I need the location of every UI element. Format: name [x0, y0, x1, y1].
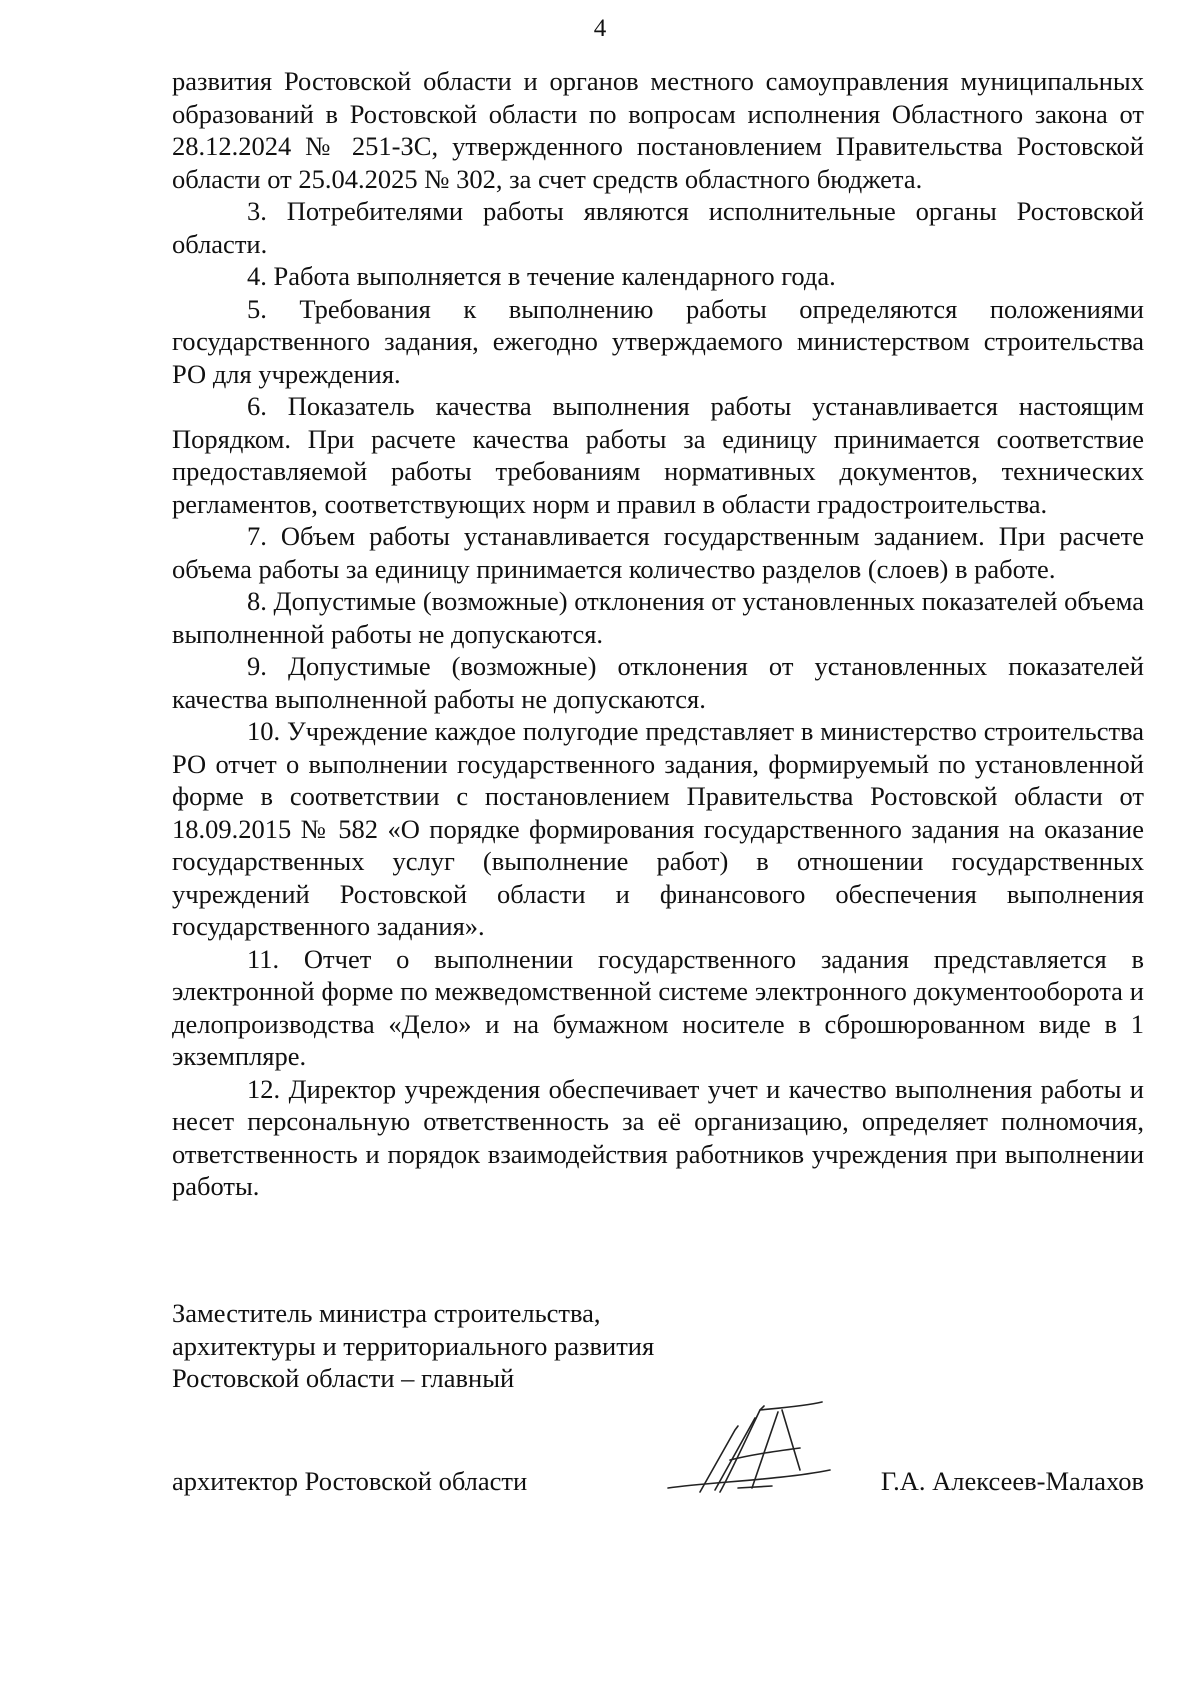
- signature-title-line: Ростовской области – главный: [172, 1363, 515, 1393]
- paragraph-item-6: 6. Показатель качества выполнения работы устанавливается настоящим Порядком. При расчете качества работы за единицу принимается соответствие предоставляемой работы требованиям нормативных документов, технических регламентов, соответствующих норм и правил в области градостроительства.: [172, 391, 1144, 519]
- signature-name-row: [172, 1465, 1144, 1505]
- paragraph-item-12: 12. Директор учреждения обеспечивает учет и качество выполнения работы и несет персональную ответственность за её организацию, определяет полномочия, ответственность и порядок взаимодействия работников учреждения при выполнении работы.: [172, 1073, 1144, 1201]
- paragraph-continuation: развития Ростовской области и органов местного самоуправления муниципальных образований в Ростовской области по вопросам исполнения Областного закона от 28.12.2024 № 251-ЗС, утвержденного постановлением Правительства Ростовской области от 25.04.2025 № 302, за счет средств областного бюджета.: [172, 66, 1144, 194]
- paragraph-item-9: 9. Допустимые (возможные) отклонения от установленных показателей качества выполненной работы не допускаются.: [172, 651, 1144, 714]
- signature-title-line: архитектуры и территориального развития: [172, 1330, 655, 1361]
- page-number: 4: [593, 15, 607, 42]
- signature-title-block: [172, 1297, 1144, 1395]
- paragraph-item-4: 4. Работа выполняется в течение календарного года.: [247, 261, 836, 291]
- signature-title-line: Заместитель министра строительства,: [172, 1298, 601, 1328]
- paragraph-item-3: 3. Потребителями работы являются исполнительные органы Ростовской области.: [172, 196, 1144, 259]
- document-body: [172, 65, 1144, 1203]
- signatory-name: Г.А. Алексеев-Малахов: [880, 1466, 1144, 1496]
- paragraph-item-7: 7. Объем работы устанавливается государственным заданием. При расчете объема работы за единицу принимается количество разделов (слоев) в работе.: [172, 521, 1144, 584]
- paragraph-item-10: 10. Учреждение каждое полугодие представляет в министерство строительства РО отчет о выполнении государственного задания, формируемый по установленной форме в соответствии с постановлением Правительства Ростовской области от 18.09.2015 № 582 «О порядке формирования государственного задания на оказание государственных услуг (выполнение работ) в отношении государственных учреждений Ростовской области и финансового обеспечения выполнения государственного задания».: [172, 716, 1144, 941]
- paragraph-item-5: 5. Требования к выполнению работы определяются положениями государственного задания, ежегодно утверждаемого министерством строительства РО для учреждения.: [172, 293, 1144, 389]
- paragraph-item-8: 8. Допустимые (возможные) отклонения от установленных показателей объема выполненной работы не допускаются.: [172, 586, 1144, 649]
- paragraph-item-11: 11. Отчет о выполнении государственного задания представляется в электронной форме по межведомственной системе электронного документооборота и делопроизводства «Дело» и на бумажном носителе в сброшюрованном виде в 1 экземпляре.: [172, 943, 1144, 1071]
- signature-title-last-line: архитектор Ростовской области: [172, 1466, 528, 1496]
